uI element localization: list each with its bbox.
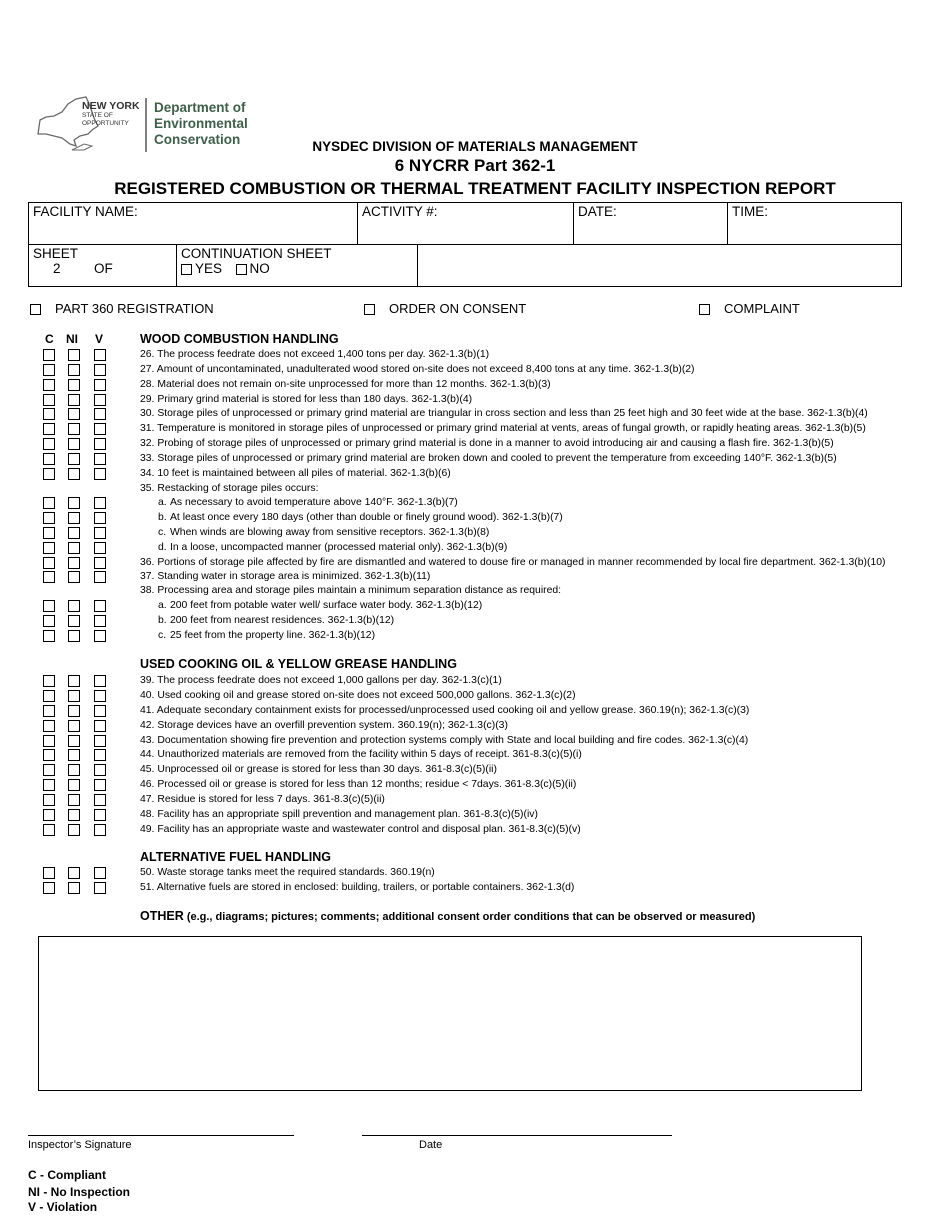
complaint-label: COMPLAINT xyxy=(724,301,800,316)
order-on-consent-checkbox[interactable] xyxy=(364,304,375,315)
item-43-c-checkbox[interactable] xyxy=(43,735,55,747)
item-35c-ni-checkbox[interactable] xyxy=(68,527,80,539)
item-38a-text: 200 feet from potable water well/ surface water body. 362-1.3(b)(12) xyxy=(170,600,483,611)
item-31-v-checkbox[interactable] xyxy=(94,423,106,435)
item-26-ni-checkbox[interactable] xyxy=(68,349,80,361)
sheet-number: 2 xyxy=(53,261,61,276)
legend-compliant: C - Compliant xyxy=(28,1168,106,1182)
option-complaint[interactable] xyxy=(699,301,800,316)
item-48-v-checkbox[interactable] xyxy=(94,809,106,821)
item-47-ni-checkbox[interactable] xyxy=(68,794,80,806)
item-45: 45. Unprocessed oil or grease is stored for less than 30 days. 361-8.3(c)(5)(ii) xyxy=(140,764,497,775)
item-41-c-checkbox[interactable] xyxy=(43,705,55,717)
date-field[interactable] xyxy=(574,203,728,245)
item-29-v-checkbox[interactable] xyxy=(94,394,106,406)
item-46-ni-checkbox[interactable] xyxy=(68,779,80,791)
item-47-v-checkbox[interactable] xyxy=(94,794,106,806)
item-33-v-checkbox[interactable] xyxy=(94,453,106,465)
item-45-ni-checkbox[interactable] xyxy=(68,764,80,776)
item-40: 40. Used cooking oil and grease stored on-site does not exceed 500,000 gallons. 362-1.3(c)(2) xyxy=(140,690,576,701)
item-35c-letter: c. xyxy=(158,527,167,538)
item-27-v-checkbox[interactable] xyxy=(94,364,106,376)
item-43: 43. Documentation showing fire prevention and protection systems comply with State and local building and fire codes. 362-1.3(c)(4) xyxy=(140,735,749,746)
item-37-v-checkbox[interactable] xyxy=(94,571,106,583)
item-50-v-checkbox[interactable] xyxy=(94,867,106,879)
item-35d-v-checkbox[interactable] xyxy=(94,542,106,554)
item-38b xyxy=(158,613,394,628)
item-47: 47. Residue is stored for less 7 days. 361-8.3(c)(5)(ii) xyxy=(140,794,385,805)
inspector-signature-line[interactable] xyxy=(28,1135,294,1136)
item-29: 29. Primary grind material is stored for less than 180 days. 362-1.3(b)(4) xyxy=(140,394,473,405)
item-35d-c-checkbox[interactable] xyxy=(43,542,55,554)
item-38a-v-checkbox[interactable] xyxy=(94,600,106,612)
item-51-c-checkbox[interactable] xyxy=(43,882,55,894)
item-48: 48. Facility has an appropriate spill prevention and management plan. 361-8.3(c)(5)(iv) xyxy=(140,809,538,820)
item-32-v-checkbox[interactable] xyxy=(94,438,106,450)
item-50-c-checkbox[interactable] xyxy=(43,867,55,879)
item-44-ni-checkbox[interactable] xyxy=(68,749,80,761)
continuation-sheet-field xyxy=(177,245,418,287)
continuation-no-label: NO xyxy=(249,261,270,276)
part360-checkbox[interactable] xyxy=(30,304,41,315)
item-26: 26. The process feedrate does not exceed 1,400 tons per day. 362-1.3(b)(1) xyxy=(140,349,490,360)
item-28: 28. Material does not remain on-site unprocessed for more than 12 months. 362-1.3(b)(3) xyxy=(140,379,551,390)
time-field[interactable] xyxy=(728,203,902,245)
item-34-ni-checkbox[interactable] xyxy=(68,468,80,480)
part360-label: PART 360 REGISTRATION xyxy=(55,301,214,316)
item-38c-ni-checkbox[interactable] xyxy=(68,630,80,642)
item-48-ni-checkbox[interactable] xyxy=(68,809,80,821)
item-38a-c-checkbox[interactable] xyxy=(43,600,55,612)
item-31: 31. Temperature is monitored in storage piles of unprocessed or primary grind material at vents, areas of fungal growth, or rapidly heating areas. 362-1.3(b)(5) xyxy=(140,423,866,434)
item-32-c-checkbox[interactable] xyxy=(43,438,55,450)
column-header-ni: NI xyxy=(66,332,78,346)
item-51-v-checkbox[interactable] xyxy=(94,882,106,894)
activity-field[interactable] xyxy=(358,203,574,245)
item-45-c-checkbox[interactable] xyxy=(43,764,55,776)
item-46-v-checkbox[interactable] xyxy=(94,779,106,791)
item-37: 37. Standing water in storage area is minimized. 362-1.3(b)(11) xyxy=(140,571,431,582)
item-36-ni-checkbox[interactable] xyxy=(68,557,80,569)
item-35d-ni-checkbox[interactable] xyxy=(68,542,80,554)
item-35a xyxy=(158,495,458,510)
item-41-v-checkbox[interactable] xyxy=(94,705,106,717)
logo-dept-line2: Environmental xyxy=(154,116,248,131)
item-39: 39. The process feedrate does not exceed 1,000 gallons per day. 362-1.3(c)(1) xyxy=(140,675,502,686)
section-alternative-fuel: ALTERNATIVE FUEL HANDLING xyxy=(140,850,331,864)
item-36-c-checkbox[interactable] xyxy=(43,557,55,569)
option-order-on-consent[interactable] xyxy=(364,301,526,316)
sheet-of-label: OF xyxy=(94,261,113,276)
section-wood-combustion: WOOD COMBUSTION HANDLING xyxy=(140,332,339,346)
item-51: 51. Alternative fuels are stored in enclosed: building, trailers, or portable containers. 362-1.3(d) xyxy=(140,882,575,893)
facility-info-table xyxy=(28,202,902,245)
item-46: 46. Processed oil or grease is stored for less than 12 months; residue < 7days. 361-8.3(c)(5)(ii) xyxy=(140,779,577,790)
item-50-ni-checkbox[interactable] xyxy=(68,867,80,879)
item-42: 42. Storage devices have an overfill prevention system. 360.19(n); 362-1.3(c)(3) xyxy=(140,720,508,731)
item-44: 44. Unauthorized materials are removed from the facility within 5 days of receipt. 361-8.3(c)(5)(i) xyxy=(140,749,582,760)
item-35d-letter: d. xyxy=(158,542,167,553)
item-48-c-checkbox[interactable] xyxy=(43,809,55,821)
item-32-ni-checkbox[interactable] xyxy=(68,438,80,450)
signature-date-label: Date xyxy=(419,1139,443,1151)
item-35b-ni-checkbox[interactable] xyxy=(68,512,80,524)
date-signature-line[interactable] xyxy=(362,1135,672,1136)
item-35a-letter: a. xyxy=(158,497,167,508)
item-38b-ni-checkbox[interactable] xyxy=(68,615,80,627)
item-36-v-checkbox[interactable] xyxy=(94,557,106,569)
sheet-info-table xyxy=(28,244,902,287)
item-49: 49. Facility has an appropriate waste and wastewater control and disposal plan. 361-8.3(c)(5)(v) xyxy=(140,824,581,835)
sheet-field[interactable] xyxy=(29,245,177,287)
item-42-ni-checkbox[interactable] xyxy=(68,720,80,732)
logo-state-sub1: STATE OF xyxy=(82,112,113,119)
logo-dept-line3: Conservation xyxy=(154,132,241,147)
item-44-v-checkbox[interactable] xyxy=(94,749,106,761)
item-51-ni-checkbox[interactable] xyxy=(68,882,80,894)
item-42-v-checkbox[interactable] xyxy=(94,720,106,732)
item-28-c-checkbox[interactable] xyxy=(43,379,55,391)
item-38b-text: 200 feet from nearest residences. 362-1.3(b)(12) xyxy=(170,615,395,626)
item-35d-text: In a loose, uncompacted manner (processed material only). 362-1.3(b)(9) xyxy=(170,542,508,553)
division-title: NYSDEC DIVISION OF MATERIALS MANAGEMENT xyxy=(312,139,638,154)
item-42-c-checkbox[interactable] xyxy=(43,720,55,732)
item-38c-c-checkbox[interactable] xyxy=(43,630,55,642)
item-35c-text: When winds are blowing away from sensitive receptors. 362-1.3(b)(8) xyxy=(170,527,490,538)
legend-violation: V - Violation xyxy=(28,1200,98,1214)
item-46-c-checkbox[interactable] xyxy=(43,779,55,791)
continuation-yes-label: YES xyxy=(195,261,223,276)
item-49-v-checkbox[interactable] xyxy=(94,824,106,836)
item-35a-text: As necessary to avoid temperature above 140°F. 362-1.3(b)(7) xyxy=(170,497,458,508)
item-38a-ni-checkbox[interactable] xyxy=(68,600,80,612)
item-41-ni-checkbox[interactable] xyxy=(68,705,80,717)
order-on-consent-label: ORDER ON CONSENT xyxy=(389,301,527,316)
item-38a xyxy=(158,598,482,613)
column-header-c: C xyxy=(45,332,54,346)
item-28-ni-checkbox[interactable] xyxy=(68,379,80,391)
item-27-ni-checkbox[interactable] xyxy=(68,364,80,376)
report-title: REGISTERED COMBUSTION OR THERMAL TREATMENT FACILITY INSPECTION REPORT xyxy=(114,179,836,198)
item-37-ni-checkbox[interactable] xyxy=(68,571,80,583)
other-heading xyxy=(140,909,755,923)
item-38c xyxy=(158,628,375,643)
item-35a-v-checkbox[interactable] xyxy=(94,497,106,509)
item-31-c-checkbox[interactable] xyxy=(43,423,55,435)
item-30-v-checkbox[interactable] xyxy=(94,408,106,420)
item-44-c-checkbox[interactable] xyxy=(43,749,55,761)
item-31-ni-checkbox[interactable] xyxy=(68,423,80,435)
item-32: 32. Probing of storage piles of unprocessed or primary grind material is done in a manner to avoid introducing air and causing a flash fire. 362-1.3(b)(5) xyxy=(140,438,834,449)
item-35c-v-checkbox[interactable] xyxy=(94,527,106,539)
logo-dept-line1: Department of xyxy=(154,100,246,115)
item-40-c-checkbox[interactable] xyxy=(43,690,55,702)
date-label: DATE: xyxy=(578,204,617,219)
item-34-c-checkbox[interactable] xyxy=(43,468,55,480)
item-34: 34. 10 feet is maintained between all piles of material. 362-1.3(b)(6) xyxy=(140,468,451,479)
item-39-v-checkbox[interactable] xyxy=(94,675,106,687)
item-26-c-checkbox[interactable] xyxy=(43,349,55,361)
option-part360[interactable] xyxy=(30,301,214,316)
sheet-label: SHEET xyxy=(33,246,79,261)
item-39-ni-checkbox[interactable] xyxy=(68,675,80,687)
item-38a-letter: a. xyxy=(158,600,167,611)
item-26-v-checkbox[interactable] xyxy=(94,349,106,361)
item-38: 38. Processing area and storage piles maintain a minimum separation distance as required: xyxy=(140,585,562,596)
facility-name-label: FACILITY NAME: xyxy=(33,204,138,219)
inspector-signature-label: Inspector’s Signature xyxy=(28,1139,132,1151)
item-38b-c-checkbox[interactable] xyxy=(43,615,55,627)
sheet-blank-field[interactable] xyxy=(418,245,902,287)
other-description: (e.g., diagrams; pictures; comments; additional consent order conditions that can be observed or measured) xyxy=(186,911,756,923)
item-35c xyxy=(158,525,489,540)
item-33: 33. Storage piles of unprocessed or primary grind material are broken down and cooled to prevent the temperature from exceeding 140°F. 362-1.3(b)(5) xyxy=(140,453,837,464)
item-40-v-checkbox[interactable] xyxy=(94,690,106,702)
item-35a-ni-checkbox[interactable] xyxy=(68,497,80,509)
item-30-ni-checkbox[interactable] xyxy=(68,408,80,420)
item-27-c-checkbox[interactable] xyxy=(43,364,55,376)
item-49-c-checkbox[interactable] xyxy=(43,824,55,836)
item-35b-letter: b. xyxy=(158,512,167,523)
item-38c-v-checkbox[interactable] xyxy=(94,630,106,642)
activity-label: ACTIVITY #: xyxy=(362,204,438,219)
continuation-no-checkbox[interactable] xyxy=(236,264,247,275)
item-38c-letter: c. xyxy=(158,630,167,641)
item-50: 50. Waste storage tanks meet the required standards. 360.19(n) xyxy=(140,867,435,878)
item-38b-letter: b. xyxy=(158,615,167,626)
item-34-v-checkbox[interactable] xyxy=(94,468,106,480)
item-38b-v-checkbox[interactable] xyxy=(94,615,106,627)
item-35b-text: At least once every 180 days (other than double or finely ground wood). 362-1.3(b)(7) xyxy=(170,512,563,523)
logo-state-name: NEW YORK xyxy=(82,100,140,112)
regulation-title: 6 NYCRR Part 362-1 xyxy=(394,156,556,175)
column-header-v: V xyxy=(95,332,104,346)
complaint-checkbox[interactable] xyxy=(699,304,710,315)
item-35d xyxy=(158,540,507,555)
item-43-ni-checkbox[interactable] xyxy=(68,735,80,747)
other-comments-box[interactable] xyxy=(38,936,862,1091)
continuation-yes-checkbox[interactable] xyxy=(181,264,192,275)
item-45-v-checkbox[interactable] xyxy=(94,764,106,776)
facility-name-field[interactable] xyxy=(29,203,358,245)
item-49-ni-checkbox[interactable] xyxy=(68,824,80,836)
item-29-c-checkbox[interactable] xyxy=(43,394,55,406)
item-36: 36. Portions of storage pile affected by fire are dismantled and watered to douse fire or managed in manner recommended by local fire department. 362-1.3(b)(10) xyxy=(140,557,886,568)
item-30: 30. Storage piles of unprocessed or primary grind material are triangular in cross section and less than 25 feet high and 30 feet wide at the base. 362-1.3(b)(4) xyxy=(140,408,868,419)
item-37-c-checkbox[interactable] xyxy=(43,571,55,583)
item-27: 27. Amount of uncontaminated, unadulterated wood stored on-site does not exceed 8,400 tons at any time. 362-1.3(b)(2) xyxy=(140,364,695,375)
item-35a-c-checkbox[interactable] xyxy=(43,497,55,509)
item-28-v-checkbox[interactable] xyxy=(94,379,106,391)
item-43-v-checkbox[interactable] xyxy=(94,735,106,747)
item-33-ni-checkbox[interactable] xyxy=(68,453,80,465)
item-39-c-checkbox[interactable] xyxy=(43,675,55,687)
item-35b xyxy=(158,510,563,525)
item-35b-v-checkbox[interactable] xyxy=(94,512,106,524)
item-40-ni-checkbox[interactable] xyxy=(68,690,80,702)
item-33-c-checkbox[interactable] xyxy=(43,453,55,465)
section-used-cooking-oil: USED COOKING OIL & YELLOW GREASE HANDLING xyxy=(140,657,457,671)
item-38c-text: 25 feet from the property line. 362-1.3(b)(12) xyxy=(170,630,376,641)
item-29-ni-checkbox[interactable] xyxy=(68,394,80,406)
item-35: 35. Restacking of storage piles occurs: xyxy=(140,483,319,494)
item-30-c-checkbox[interactable] xyxy=(43,408,55,420)
item-35b-c-checkbox[interactable] xyxy=(43,512,55,524)
item-35c-c-checkbox[interactable] xyxy=(43,527,55,539)
legend-no-inspection: NI - No Inspection xyxy=(28,1185,130,1199)
item-47-c-checkbox[interactable] xyxy=(43,794,55,806)
time-label: TIME: xyxy=(732,204,768,219)
continuation-label: CONTINUATION SHEET xyxy=(181,246,332,261)
other-label: OTHER xyxy=(140,909,184,923)
logo-state-sub2: OPPORTUNITY xyxy=(82,120,129,127)
item-41: 41. Adequate secondary containment exists for processed/unprocessed used cooking oil and yellow grease. 360.19(n); 362-1.3(c)(3) xyxy=(140,705,750,716)
